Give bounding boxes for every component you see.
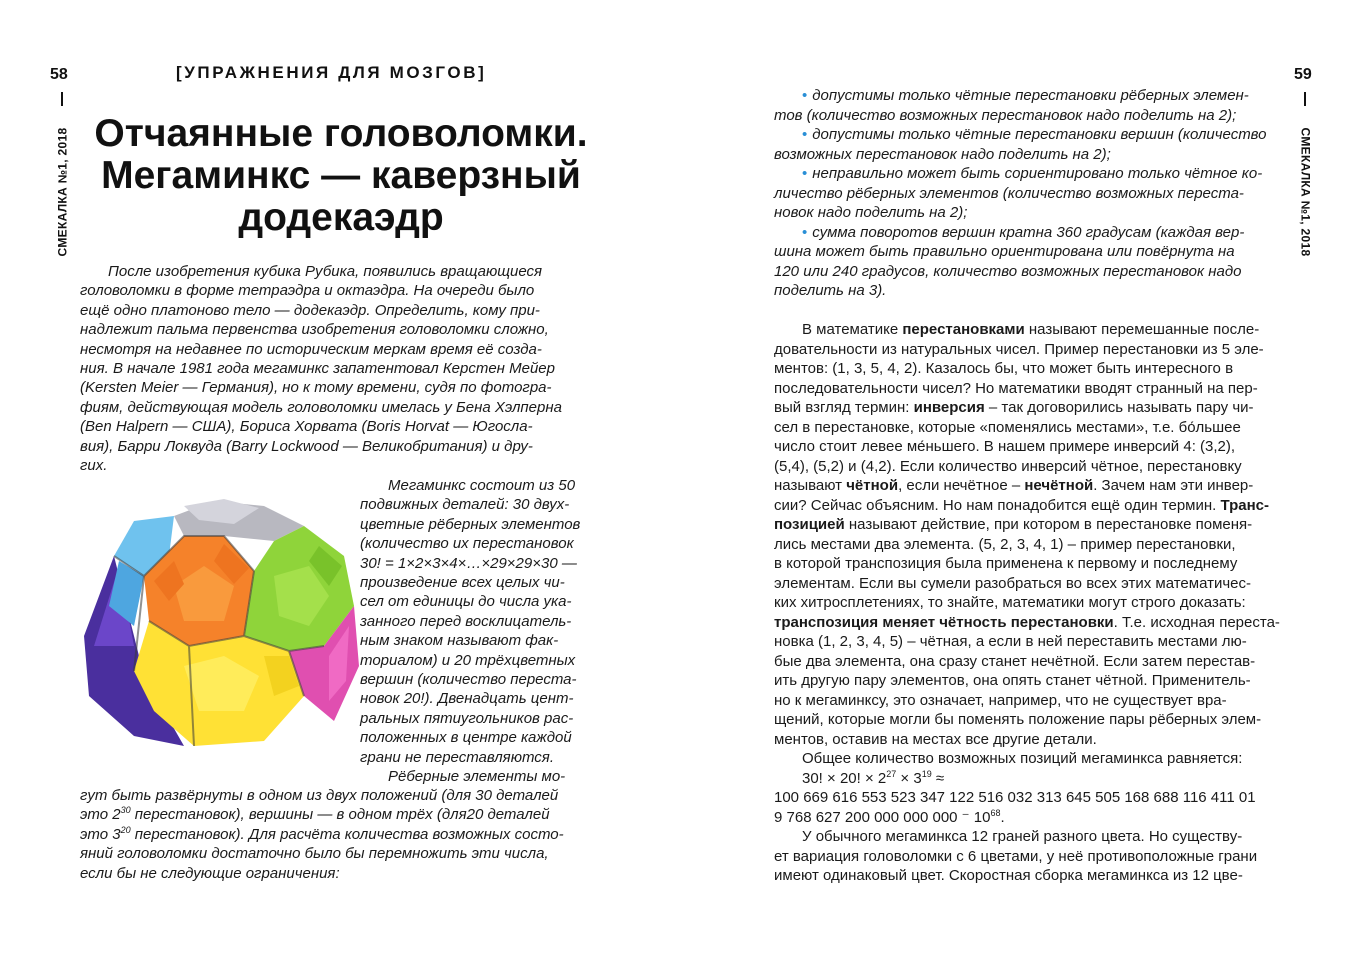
text-line: ния. В начале 1981 года мегаминкс запатентовал Керстен Мейер (80, 360, 555, 378)
text-line: вый взгляд термин: инверсия – так договорились называть пару чи- (774, 399, 1254, 416)
text-line: ких хитросплетениях, то знайте, математики могут строго доказать: (774, 594, 1246, 611)
text-line: новок 20!). Двенадцать цент- (360, 690, 574, 708)
text-line: это $2^{30}$ перестановок), вершины — в одном трёх (для20 деталей (80, 805, 550, 824)
title-line: Мегаминкс — каверзный (101, 154, 581, 197)
bullet-icon: • (802, 87, 808, 104)
page-number-left: 58 (50, 66, 68, 83)
number-line: 100 669 616 553 523 347 122 516 032 313 645 505 168 688 116 411 01 (774, 789, 1256, 806)
text-line: гут быть развёрнуты в одном из двух положений (для 30 деталей (80, 787, 559, 804)
side-tab-left (51, 112, 73, 272)
text-line: (Ben Halpern — США), Бориса Хорвата (Boris Horvat — Югосла- (80, 418, 533, 436)
text-line: гих. (80, 457, 108, 475)
tail-paragraph (80, 786, 590, 883)
text-line: называют чётной, если нечётное – нечётной. Зачем нам эти инвер- (774, 477, 1254, 494)
text-line: ить другую пару элементов, она опять станет чётной. Применитель- (774, 672, 1251, 689)
text-line: транспозиция меняет чётность перестановки. Т.е. исходная переста- (774, 613, 1280, 631)
text-line: У обычного мегаминкса 12 граней разного цвета. Но существу- (802, 828, 1243, 845)
text-line: ториалом) и 20 трёхцветных (360, 651, 576, 669)
text-line: грани не переставляются. (360, 748, 554, 766)
side-tab-right (1294, 112, 1316, 272)
side-rule-left (61, 92, 63, 106)
text-line: (5,4), (5,2) и (4,2). Если количество инверсий чётное, перестановку (774, 457, 1242, 475)
text-line: положенных в центре каждой (360, 729, 572, 747)
text-line: После изобретения кубика Рубика, появились вращающиеся (108, 263, 543, 280)
text-line: подвижных деталей: 30 двух- (360, 496, 570, 514)
text-line: (количество их перестановок (360, 535, 574, 553)
text-line: лись местами два элемента. (5, 2, 3, 4, 1) – пример перестановки, (774, 535, 1236, 553)
text-line: имеют одинаковый цвет. Скоростная сборка мегаминкса из 12 цве- (774, 867, 1243, 884)
text-line: произведение всех целых чи- (360, 574, 565, 592)
intro-paragraph (80, 262, 590, 475)
text-line: ментов: (1, 3, 5, 4, 2). Казалось бы, что может быть интересного в (774, 360, 1234, 377)
text-line: сел от единицы до числа ука- (360, 593, 572, 611)
text-line: новка (1, 2, 3, 4, 5) – чётная, а если в ней переставить местами лю- (774, 633, 1247, 650)
text-line: число стоит левее ме́ньшего. В нашем примере инверсий 4: (3,2), (774, 438, 1236, 455)
text-line: головоломки в форме тетраэдра и октаэдра. На очереди было (80, 282, 535, 300)
text-line: 30! = 1×2×3×4×…×29×29×30 — (360, 554, 577, 572)
text-line: ным знаком называют фак- (360, 632, 559, 650)
wrap-paragraph (360, 476, 590, 787)
text-line: последовательности чисел? Но математики вводят странный на пер- (774, 379, 1258, 397)
text-line: но к мегаминксу, это означает, например, что не существует вра- (774, 691, 1227, 709)
text-line: в которой транспозиция была применена к первому и последнему (774, 555, 1238, 572)
text-line: ет вариация головоломки с 6 цветами, у неё противоположные грани (774, 847, 1258, 865)
text-line: Рёберные элементы мо- (388, 768, 566, 786)
bullet-icon: • (802, 223, 808, 241)
text-line: надлежит пальма первенства изобретения головоломки сложно, (80, 321, 549, 339)
text-line: вия), Барри Локвуда (Barry Lockwood — Великобритания) и дру- (80, 437, 533, 455)
text-line: это $3^{20}$ перестановок). Для расчёта количества возможных состо- (80, 824, 564, 843)
text-line: позицией называют действие, при котором в перестановке поменя- (774, 516, 1253, 533)
side-tab-label: СМЕКАЛКА №1, 2018 (55, 127, 69, 257)
text-line: ментов, оставив на местах все другие детали. (774, 730, 1097, 748)
text-line: ещё одно платоново тело — додекаэдр. Определить, кому при- (80, 301, 540, 319)
bullet-icon: • (802, 165, 808, 182)
title-line: додекаэдр (238, 196, 444, 239)
text-line: (Kersten Meier — Германия), но к тому времени, судя по фотогра- (80, 379, 552, 397)
text-line: если бы не следующие ограничения: (80, 864, 340, 882)
list-item: • неправильно может быть сориентировано только чётное ко- личество рёберных элементов (количество возможных переста- новок надо поделить на 2); (774, 165, 1263, 221)
article-title (82, 113, 600, 239)
list-item: • допустимы только чётные перестановки вершин (количество возможных перестановок надо поделить на 2); (774, 126, 1267, 163)
list-item: • допустимы только чётные перестановки рёберных элемен- тов (количество возможных перестановок надо поделить на 2); (774, 87, 1249, 124)
text-line: несмотря на недавнее по историческим меркам время её созда- (80, 340, 542, 358)
side-rule-right (1304, 92, 1306, 106)
text-line: довательности из натуральных чисел. Пример перестановки из 5 эле- (774, 340, 1264, 358)
text-line: цветные рёберных элементов (360, 515, 581, 533)
text-line: Мегаминкс состоит из 50 (388, 477, 576, 494)
text-line: яний головоломки достаточно было бы перемножить эти числа, (80, 845, 549, 863)
page-number-right: 59 (1294, 66, 1312, 83)
formula-line: 30! × 20! × $2^{27} \times 3^{19}$ ≈ (802, 768, 945, 787)
constraints-list (774, 86, 1286, 301)
text-line: фиям, действующая модель головоломки имелась у Бена Хэлперна (80, 398, 562, 416)
side-tab-label: СМЕКАЛКА №1, 2018 (1298, 127, 1312, 257)
text-line: В математике перестановками называют перемешанные после- (802, 321, 1260, 338)
text-line: вершин (количество переста- (360, 671, 577, 689)
text-line: бые два элемента, она сразу станет нечётной. Если затем перестав- (774, 652, 1256, 670)
text-line: ральных пятиугольников рас- (360, 709, 574, 727)
text-line: щений, которые могли бы поменять положение пары рёберных элем- (774, 711, 1262, 728)
text-line: сел в перестановке, которые «поменялись местами», т.е. бо́льшее (774, 418, 1241, 436)
section-header: [УПРАЖНЕНИЯ ДЛЯ МОЗГОВ] (176, 63, 487, 82)
text-line: сии? Сейчас объясним. Но нам понадобится ещё один термин. Транс- (774, 496, 1269, 514)
title-line: Отчаянные головоломки. (94, 112, 588, 155)
body-text (774, 320, 1286, 886)
text-line: элементам. Если вы сумели разобраться во всех этих математичес- (774, 574, 1252, 592)
number-line: 9 768 627 200 000 000 000 ⁻ $10^{68}$. (774, 807, 1005, 826)
megaminx-image (74, 496, 364, 762)
text-line: занного перед восклицатель- (360, 612, 572, 630)
bullet-icon: • (802, 126, 808, 143)
list-item: • сумма поворотов вершин кратна 360 градусам (каждая вер- шина может быть правильно ориентирована или повёрнута на 120 или 240 градусов, количество возможных перестановок надо поделить на 3). (774, 223, 1245, 299)
text-line: Общее количество возможных позиций мегаминкса равняется: (802, 750, 1243, 767)
